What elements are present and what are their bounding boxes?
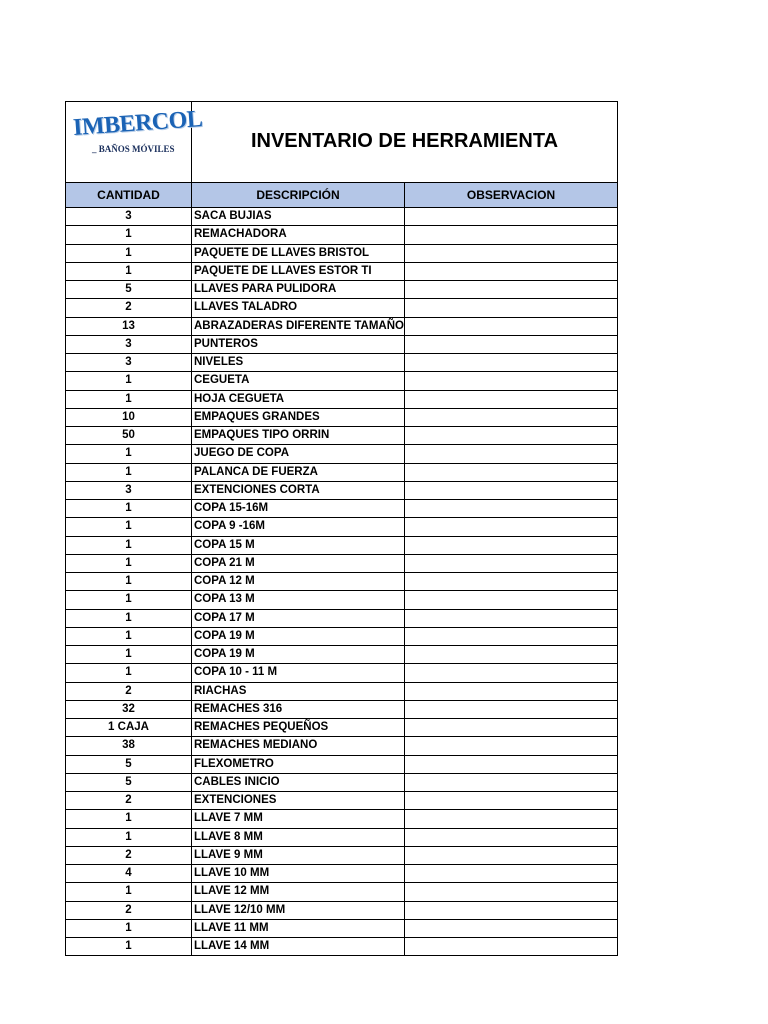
description-cell: LLAVE 12 MM: [192, 883, 405, 901]
table-row: [66, 335, 618, 353]
quantity-cell: 1: [66, 573, 192, 591]
description-cell: CEGUETA: [192, 372, 405, 390]
inventory-rows: [66, 208, 618, 956]
document-title: INVENTARIO DE HERRAMIENTA: [192, 102, 618, 183]
quantity-cell: 1: [66, 244, 192, 262]
table-row: [66, 846, 618, 864]
quantity-cell: 5: [66, 773, 192, 791]
description-cell: EMPAQUES TIPO ORRIN: [192, 427, 405, 445]
description-cell: LLAVE 14 MM: [192, 938, 405, 956]
quantity-cell: 4: [66, 865, 192, 883]
quantity-cell: 3: [66, 354, 192, 372]
description-cell: PALANCA DE FUERZA: [192, 463, 405, 481]
table-row: [66, 919, 618, 937]
table-row: [66, 591, 618, 609]
quantity-cell: 13: [66, 317, 192, 335]
quantity-cell: 1: [66, 883, 192, 901]
table-row: [66, 828, 618, 846]
quantity-cell: 1: [66, 518, 192, 536]
table-row: [66, 682, 618, 700]
description-cell: COPA 13 M: [192, 591, 405, 609]
quantity-cell: 1: [66, 938, 192, 956]
quantity-cell: 2: [66, 846, 192, 864]
observation-cell: [405, 646, 618, 664]
quantity-cell: 1: [66, 828, 192, 846]
observation-cell: [405, 335, 618, 353]
description-cell: JUEGO DE COPA: [192, 445, 405, 463]
quantity-cell: 1: [66, 609, 192, 627]
description-cell: COPA 12 M: [192, 573, 405, 591]
description-cell: CABLES INICIO: [192, 773, 405, 791]
observation-cell: [405, 828, 618, 846]
quantity-cell: 1 CAJA: [66, 719, 192, 737]
observation-cell: [405, 281, 618, 299]
quantity-cell: 1: [66, 664, 192, 682]
table-row: [66, 901, 618, 919]
description-cell: LLAVE 7 MM: [192, 810, 405, 828]
company-logo: [72, 106, 204, 158]
table-row: [66, 883, 618, 901]
quantity-cell: 1: [66, 627, 192, 645]
observation-cell: [405, 627, 618, 645]
observation-cell: [405, 846, 618, 864]
quantity-cell: 1: [66, 500, 192, 518]
table-row: [66, 938, 618, 956]
observation-cell: [405, 518, 618, 536]
table-row: [66, 518, 618, 536]
quantity-cell: 1: [66, 591, 192, 609]
quantity-cell: 1: [66, 226, 192, 244]
quantity-cell: 3: [66, 335, 192, 353]
observation-cell: [405, 208, 618, 226]
observation-cell: [405, 919, 618, 937]
description-cell: COPA 21 M: [192, 554, 405, 572]
observation-cell: [405, 664, 618, 682]
table-row: [66, 719, 618, 737]
description-cell: COPA 9 -16M: [192, 518, 405, 536]
description-cell: LLAVE 10 MM: [192, 865, 405, 883]
observation-cell: [405, 737, 618, 755]
description-cell: LLAVE 12/10 MM: [192, 901, 405, 919]
observation-cell: [405, 810, 618, 828]
observation-cell: [405, 463, 618, 481]
table-row: [66, 481, 618, 499]
table-row: [66, 299, 618, 317]
observation-cell: [405, 536, 618, 554]
observation-cell: [405, 244, 618, 262]
quantity-cell: 2: [66, 792, 192, 810]
table-row: [66, 536, 618, 554]
table-row: [66, 445, 618, 463]
description-cell: SACA BUJIAS: [192, 208, 405, 226]
description-cell: RIACHAS: [192, 682, 405, 700]
description-cell: EXTENCIONES: [192, 792, 405, 810]
header-row: [66, 102, 618, 183]
quantity-cell: 3: [66, 208, 192, 226]
quantity-cell: 1: [66, 262, 192, 280]
observation-cell: [405, 719, 618, 737]
description-cell: PAQUETE DE LLAVES ESTOR TI: [192, 262, 405, 280]
description-cell: LLAVE 9 MM: [192, 846, 405, 864]
quantity-cell: 5: [66, 281, 192, 299]
observation-cell: [405, 408, 618, 426]
column-header-description: DESCRIPCIÓN: [192, 183, 405, 208]
description-cell: COPA 10 - 11 M: [192, 664, 405, 682]
observation-cell: [405, 354, 618, 372]
quantity-cell: 1: [66, 463, 192, 481]
table-row: [66, 427, 618, 445]
description-cell: COPA 15-16M: [192, 500, 405, 518]
quantity-cell: 1: [66, 919, 192, 937]
table-row: [66, 281, 618, 299]
quantity-cell: 2: [66, 901, 192, 919]
quantity-cell: 1: [66, 536, 192, 554]
description-cell: NIVELES: [192, 354, 405, 372]
quantity-cell: 1: [66, 445, 192, 463]
quantity-cell: 1: [66, 390, 192, 408]
table-row: [66, 554, 618, 572]
quantity-cell: 2: [66, 682, 192, 700]
observation-cell: [405, 226, 618, 244]
column-header-quantity: CANTIDAD: [66, 183, 192, 208]
table-row: [66, 773, 618, 791]
table-row: [66, 262, 618, 280]
table-row: [66, 700, 618, 718]
observation-cell: [405, 554, 618, 572]
table-row: [66, 573, 618, 591]
table-row: [66, 810, 618, 828]
table-row: [66, 354, 618, 372]
observation-cell: [405, 500, 618, 518]
table-row: [66, 390, 618, 408]
table-row: [66, 317, 618, 335]
observation-cell: [405, 445, 618, 463]
observation-cell: [405, 883, 618, 901]
inventory-table: [65, 101, 618, 956]
description-cell: COPA 19 M: [192, 627, 405, 645]
table-row: [66, 408, 618, 426]
quantity-cell: 38: [66, 737, 192, 755]
quantity-cell: 2: [66, 299, 192, 317]
description-cell: HOJA CEGUETA: [192, 390, 405, 408]
observation-cell: [405, 609, 618, 627]
observation-cell: [405, 573, 618, 591]
observation-cell: [405, 682, 618, 700]
quantity-cell: 1: [66, 372, 192, 390]
logo-tagline: _ BAÑOS MÓVILES: [92, 144, 175, 154]
description-cell: REMACHES PEQUEÑOS: [192, 719, 405, 737]
observation-cell: [405, 938, 618, 956]
observation-cell: [405, 700, 618, 718]
description-cell: LLAVE 11 MM: [192, 919, 405, 937]
observation-cell: [405, 390, 618, 408]
table-row: [66, 372, 618, 390]
quantity-cell: 1: [66, 810, 192, 828]
quantity-cell: 32: [66, 700, 192, 718]
observation-cell: [405, 262, 618, 280]
table-row: [66, 664, 618, 682]
description-cell: LLAVES PARA PULIDORA: [192, 281, 405, 299]
description-cell: LLAVES TALADRO: [192, 299, 405, 317]
table-row: [66, 244, 618, 262]
description-cell: PAQUETE DE LLAVES BRISTOL: [192, 244, 405, 262]
observation-cell: [405, 481, 618, 499]
description-cell: COPA 19 M: [192, 646, 405, 664]
description-cell: EMPAQUES GRANDES: [192, 408, 405, 426]
quantity-cell: 10: [66, 408, 192, 426]
inventory-sheet: [65, 101, 618, 956]
table-row: [66, 226, 618, 244]
quantity-cell: 3: [66, 481, 192, 499]
description-cell: PUNTEROS: [192, 335, 405, 353]
table-row: [66, 737, 618, 755]
observation-cell: [405, 865, 618, 883]
table-row: [66, 609, 618, 627]
observation-cell: [405, 755, 618, 773]
quantity-cell: 5: [66, 755, 192, 773]
logo-brand: IMBERCOL: [72, 106, 204, 141]
logo-cell: [66, 102, 204, 183]
description-cell: ABRAZADERAS DIFERENTE TAMAÑO: [192, 317, 405, 335]
observation-cell: [405, 372, 618, 390]
description-cell: REMACHES MEDIANO: [192, 737, 405, 755]
table-row: [66, 627, 618, 645]
table-row: [66, 865, 618, 883]
table-row: [66, 755, 618, 773]
quantity-cell: 1: [66, 646, 192, 664]
table-row: [66, 500, 618, 518]
description-cell: COPA 17 M: [192, 609, 405, 627]
observation-cell: [405, 901, 618, 919]
column-header-row: [66, 183, 618, 208]
table-row: [66, 792, 618, 810]
description-cell: EXTENCIONES CORTA: [192, 481, 405, 499]
observation-cell: [405, 591, 618, 609]
quantity-cell: 1: [66, 554, 192, 572]
observation-cell: [405, 299, 618, 317]
table-row: [66, 208, 618, 226]
table-row: [66, 463, 618, 481]
description-cell: COPA 15 M: [192, 536, 405, 554]
column-header-observation: OBSERVACION: [405, 183, 618, 208]
observation-cell: [405, 792, 618, 810]
observation-cell: [405, 773, 618, 791]
observation-cell: [405, 427, 618, 445]
observation-cell: [405, 317, 618, 335]
quantity-cell: 50: [66, 427, 192, 445]
description-cell: REMACHADORA: [192, 226, 405, 244]
description-cell: REMACHES 316: [192, 700, 405, 718]
description-cell: FLEXOMETRO: [192, 755, 405, 773]
description-cell: LLAVE 8 MM: [192, 828, 405, 846]
table-row: [66, 646, 618, 664]
